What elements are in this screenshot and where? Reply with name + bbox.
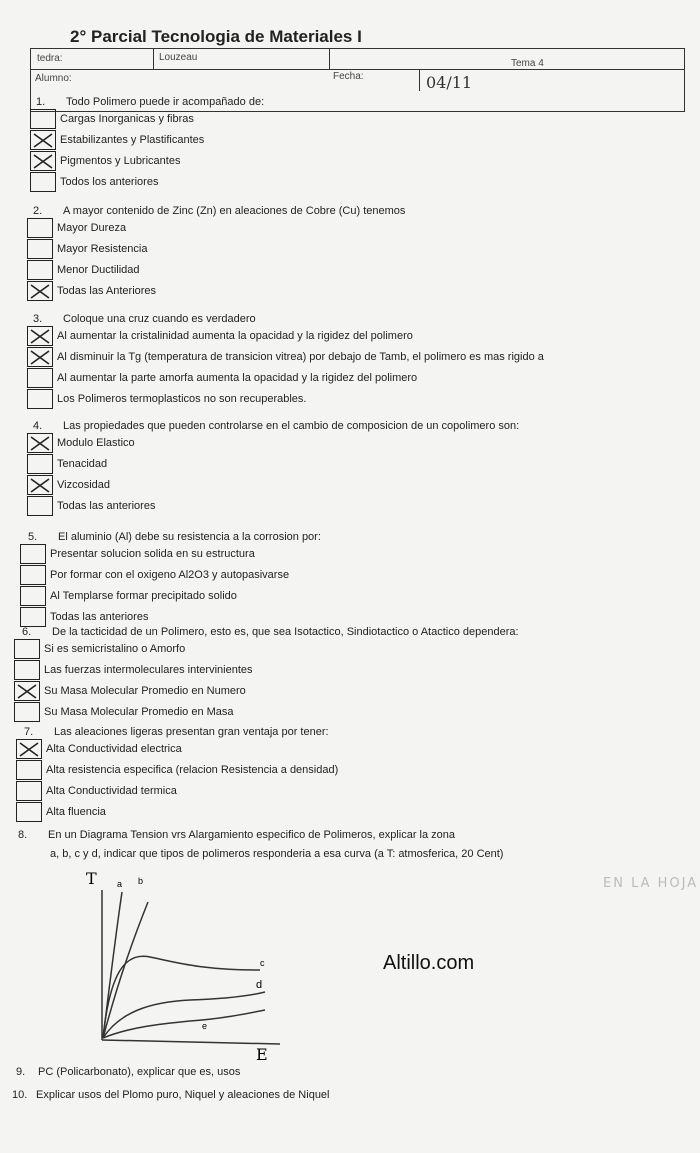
question-text: Coloque una cruz cuando es verdadero bbox=[63, 313, 256, 325]
option-label: Modulo Elastico bbox=[57, 437, 135, 449]
question-number: 6. bbox=[22, 626, 32, 638]
checkbox[interactable] bbox=[30, 130, 56, 150]
checkbox[interactable] bbox=[30, 109, 56, 129]
option-label: Al Templarse formar precipitado solido bbox=[50, 590, 237, 602]
curve-e bbox=[103, 1010, 265, 1038]
option-label: Por formar con el oxigeno Al2O3 y autopasivarse bbox=[50, 569, 290, 581]
checkbox[interactable] bbox=[30, 172, 56, 192]
checkbox[interactable] bbox=[14, 639, 40, 659]
fecha-value: 04/11 bbox=[426, 73, 473, 92]
checkbox[interactable] bbox=[27, 239, 53, 259]
cross-mark-icon bbox=[32, 132, 54, 149]
question-number: 10. bbox=[12, 1089, 28, 1101]
checkbox[interactable] bbox=[20, 607, 46, 627]
question-number: 7. bbox=[24, 726, 34, 738]
cross-mark-icon bbox=[29, 477, 51, 494]
header-divider bbox=[31, 69, 684, 70]
checkbox[interactable] bbox=[27, 218, 53, 238]
option-label: Mayor Resistencia bbox=[57, 243, 148, 255]
question-text: En un Diagrama Tension vrs Alargamiento especifico de Polimeros, explicar la zona bbox=[48, 829, 456, 841]
header-divider bbox=[329, 49, 330, 69]
question-8-line2: a, b, c y d, indicar que tipos de polimeros responderia a esa curva (a T: atmosferica, 20 Cent) bbox=[50, 848, 504, 860]
curve-label-d: d bbox=[256, 979, 263, 991]
checkbox[interactable] bbox=[27, 281, 53, 301]
checkbox[interactable] bbox=[20, 586, 46, 606]
question-text: El aluminio (Al) debe su resistencia a la corrosion por: bbox=[58, 531, 321, 543]
header-divider bbox=[419, 69, 420, 91]
alumno-label: Alumno: bbox=[35, 73, 72, 84]
checkbox[interactable] bbox=[16, 781, 42, 801]
option-label: Menor Ductilidad bbox=[57, 264, 140, 276]
question-text: Las aleaciones ligeras presentan gran ventaja por tener: bbox=[54, 726, 329, 738]
checkbox[interactable] bbox=[14, 681, 40, 701]
watermark: Altillo.com bbox=[383, 952, 475, 974]
checkbox[interactable] bbox=[27, 454, 53, 474]
checkbox[interactable] bbox=[27, 389, 53, 409]
option-label: Su Masa Molecular Promedio en Numero bbox=[44, 685, 246, 697]
question-text: PC (Policarbonato), explicar que es, usos bbox=[38, 1066, 241, 1078]
question-number: 1. bbox=[36, 96, 46, 108]
option-label: Vizcosidad bbox=[57, 479, 110, 491]
handwritten-note: EN LA HOJA bbox=[603, 876, 699, 891]
checkbox[interactable] bbox=[14, 660, 40, 680]
checkbox[interactable] bbox=[27, 347, 53, 367]
checkbox[interactable] bbox=[20, 544, 46, 564]
fecha-label: Fecha: bbox=[333, 71, 364, 82]
checkbox[interactable] bbox=[27, 260, 53, 280]
exam-title: 2° Parcial Tecnologia de Materiales I bbox=[70, 27, 362, 46]
curve-label-e: e bbox=[202, 1021, 208, 1031]
question-text: Las propiedades que pueden controlarse en el cambio de composicion de un copolimero son: bbox=[63, 420, 520, 432]
curve-label-a: a bbox=[117, 879, 123, 889]
checkbox[interactable] bbox=[27, 326, 53, 346]
x-axis bbox=[102, 1040, 280, 1044]
option-label: Pigmentos y Lubricantes bbox=[60, 155, 181, 167]
option-label: Si es semicristalino o Amorfo bbox=[44, 643, 186, 655]
question-text: Todo Polimero puede ir acompañado de: bbox=[66, 96, 265, 108]
curve-b bbox=[103, 902, 148, 1038]
option-label: Estabilizantes y Plastificantes bbox=[60, 134, 205, 146]
option-label: Todas las anteriores bbox=[57, 500, 156, 512]
option-label: Al aumentar la cristalinidad aumenta la opacidad y la rigidez del polimero bbox=[57, 330, 413, 342]
option-label: Presentar solucion solida en su estructura bbox=[50, 548, 255, 560]
axis-label-x: E bbox=[256, 1045, 268, 1062]
option-label: Su Masa Molecular Promedio en Masa bbox=[44, 706, 234, 718]
checkbox[interactable] bbox=[16, 760, 42, 780]
option-label: Al disminuir la Tg (temperatura de transicion vitrea) por debajo de Tamb, el polimero es mas rigido a bbox=[57, 351, 544, 363]
question-number: 5. bbox=[28, 531, 38, 543]
cross-mark-icon bbox=[29, 349, 51, 366]
option-label: Tenacidad bbox=[57, 458, 108, 470]
question-number: 9. bbox=[16, 1066, 26, 1078]
cross-mark-icon bbox=[18, 741, 40, 758]
checkbox[interactable] bbox=[27, 496, 53, 516]
profesor-name: Louzeau bbox=[159, 52, 198, 63]
option-label: Alta fluencia bbox=[46, 806, 106, 818]
curve-label-b: b bbox=[138, 876, 144, 886]
checkbox[interactable] bbox=[27, 368, 53, 388]
checkbox[interactable] bbox=[16, 802, 42, 822]
curve-label-c: c bbox=[260, 958, 265, 968]
option-label: Al aumentar la parte amorfa aumenta la opacidad y la rigidez del polimero bbox=[57, 372, 418, 384]
option-label: Mayor Dureza bbox=[57, 222, 127, 234]
question-number: 3. bbox=[33, 313, 43, 325]
option-label: Alta Conductividad termica bbox=[46, 785, 177, 797]
checkbox[interactable] bbox=[14, 702, 40, 722]
question-number: 2. bbox=[33, 205, 43, 217]
option-label: Cargas Inorganicas y fibras bbox=[60, 113, 194, 125]
axis-label-y: T bbox=[86, 869, 97, 888]
question-text: A mayor contenido de Zinc (Zn) en aleaciones de Cobre (Cu) tenemos bbox=[63, 205, 406, 217]
cross-mark-icon bbox=[29, 283, 51, 300]
cross-mark-icon bbox=[29, 435, 51, 452]
option-label: Todas las Anteriores bbox=[57, 285, 157, 297]
question-number: 8. bbox=[18, 829, 28, 841]
cross-mark-icon bbox=[32, 153, 54, 170]
option-label: Alta Conductividad electrica bbox=[46, 743, 182, 755]
question-text: De la tacticidad de un Polimero, esto es, que sea Isotactico, Sindiotactico o Atactico dependera: bbox=[52, 626, 519, 638]
catedra-label: tedra: bbox=[37, 53, 63, 64]
cross-mark-icon bbox=[16, 683, 38, 700]
option-label: Las fuerzas intermoleculares intervinientes bbox=[44, 664, 253, 676]
checkbox[interactable] bbox=[20, 565, 46, 585]
checkbox[interactable] bbox=[27, 433, 53, 453]
checkbox[interactable] bbox=[16, 739, 42, 759]
tema-label: Tema 4 bbox=[511, 58, 544, 69]
checkbox[interactable] bbox=[27, 475, 53, 495]
option-label: Todas las anteriores bbox=[50, 611, 149, 623]
question-number: 4. bbox=[33, 420, 43, 432]
option-label: Los Polimeros termoplasticos no son recuperables. bbox=[57, 393, 307, 405]
option-label: Todos los anteriores bbox=[60, 176, 159, 188]
header-divider bbox=[153, 49, 154, 69]
question-text: Explicar usos del Plomo puro, Niquel y aleaciones de Niquel bbox=[36, 1089, 330, 1101]
stress-strain-diagram bbox=[80, 862, 380, 1062]
checkbox[interactable] bbox=[30, 151, 56, 171]
option-label: Alta resistencia especifica (relacion Resistencia a densidad) bbox=[46, 764, 339, 776]
cross-mark-icon bbox=[29, 328, 51, 345]
